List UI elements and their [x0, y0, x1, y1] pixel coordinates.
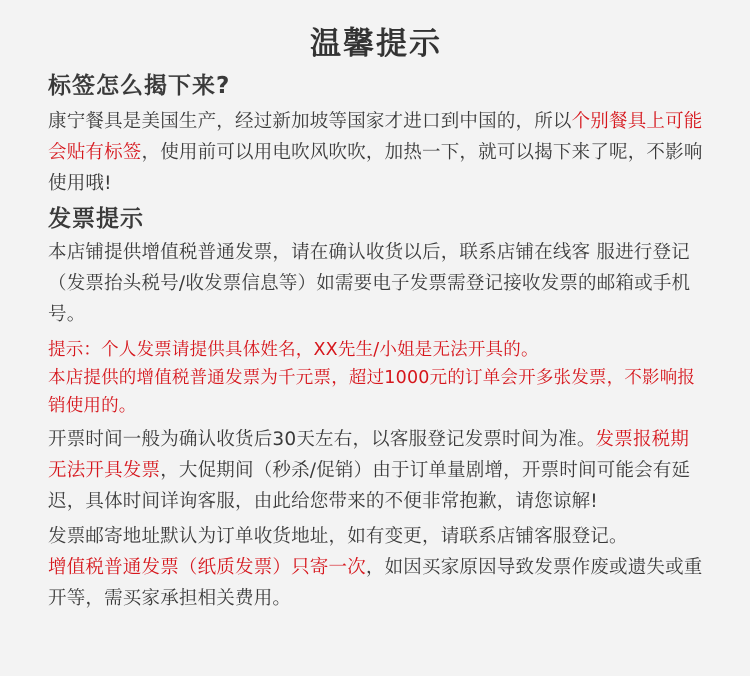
invoice-paragraph-5	[48, 552, 704, 614]
page-title: 温馨提示	[310, 26, 442, 62]
section-heading-invoice: 发票提示	[48, 206, 144, 232]
label-text-red: 个别餐具上可能会贴有标签	[48, 111, 703, 163]
invoice-mail-text-red: 增值税普通发票（纸质发票）只寄一次	[48, 557, 366, 578]
invoice-note-1: 提示：个人发票请提供具体姓名，XX先生/小姐是无法开具的。	[48, 340, 539, 360]
invoice-time-text-a: 开票时间一般为确认收货后30天左右，以客服登记发票时间为准。	[48, 429, 596, 450]
invoice-paragraph-1: 本店铺提供增值税普通发票，请在确认收货以后，联系店铺在线客 服进行登记（发票抬头税号/收发票信息等）如需要电子发票需登记接收发票的邮箱或手机号。	[48, 242, 691, 325]
invoice-paragraph-4: 发票邮寄地址默认为订单收货地址，如有变更，请联系店铺客服登记。	[48, 526, 628, 547]
label-paragraph	[48, 106, 704, 199]
section-heading-label: 标签怎么揭下来?	[48, 73, 231, 99]
invoice-time-text-red: 发票报税期无法开具发票	[48, 429, 690, 481]
invoice-paragraph-3	[48, 424, 704, 517]
invoice-note-2: 本店提供的增值税普通发票为千元票，超过1000元的订单会开多张发票，不影响报销使用的。	[48, 368, 696, 416]
invoice-mail-text-b: ，如因买家原因导致发票作废或遗失或重开等，需买家承担相关费用。	[48, 557, 703, 609]
label-text-a: 康宁餐具是美国生产，经过新加坡等国家才进口到中国的，所以	[48, 111, 572, 132]
label-text-b: ，使用前可以用电吹风吹吹，加热一下，就可以揭下来了呢，不影响使用哦!	[48, 142, 703, 194]
invoice-time-text-b: ，大促期间（秒杀/促销）由于订单量剧增，开票时间可能会有延迟，具体时间详询客服，由此给您带来的不便非常抱歉，请您谅解!	[48, 460, 691, 512]
